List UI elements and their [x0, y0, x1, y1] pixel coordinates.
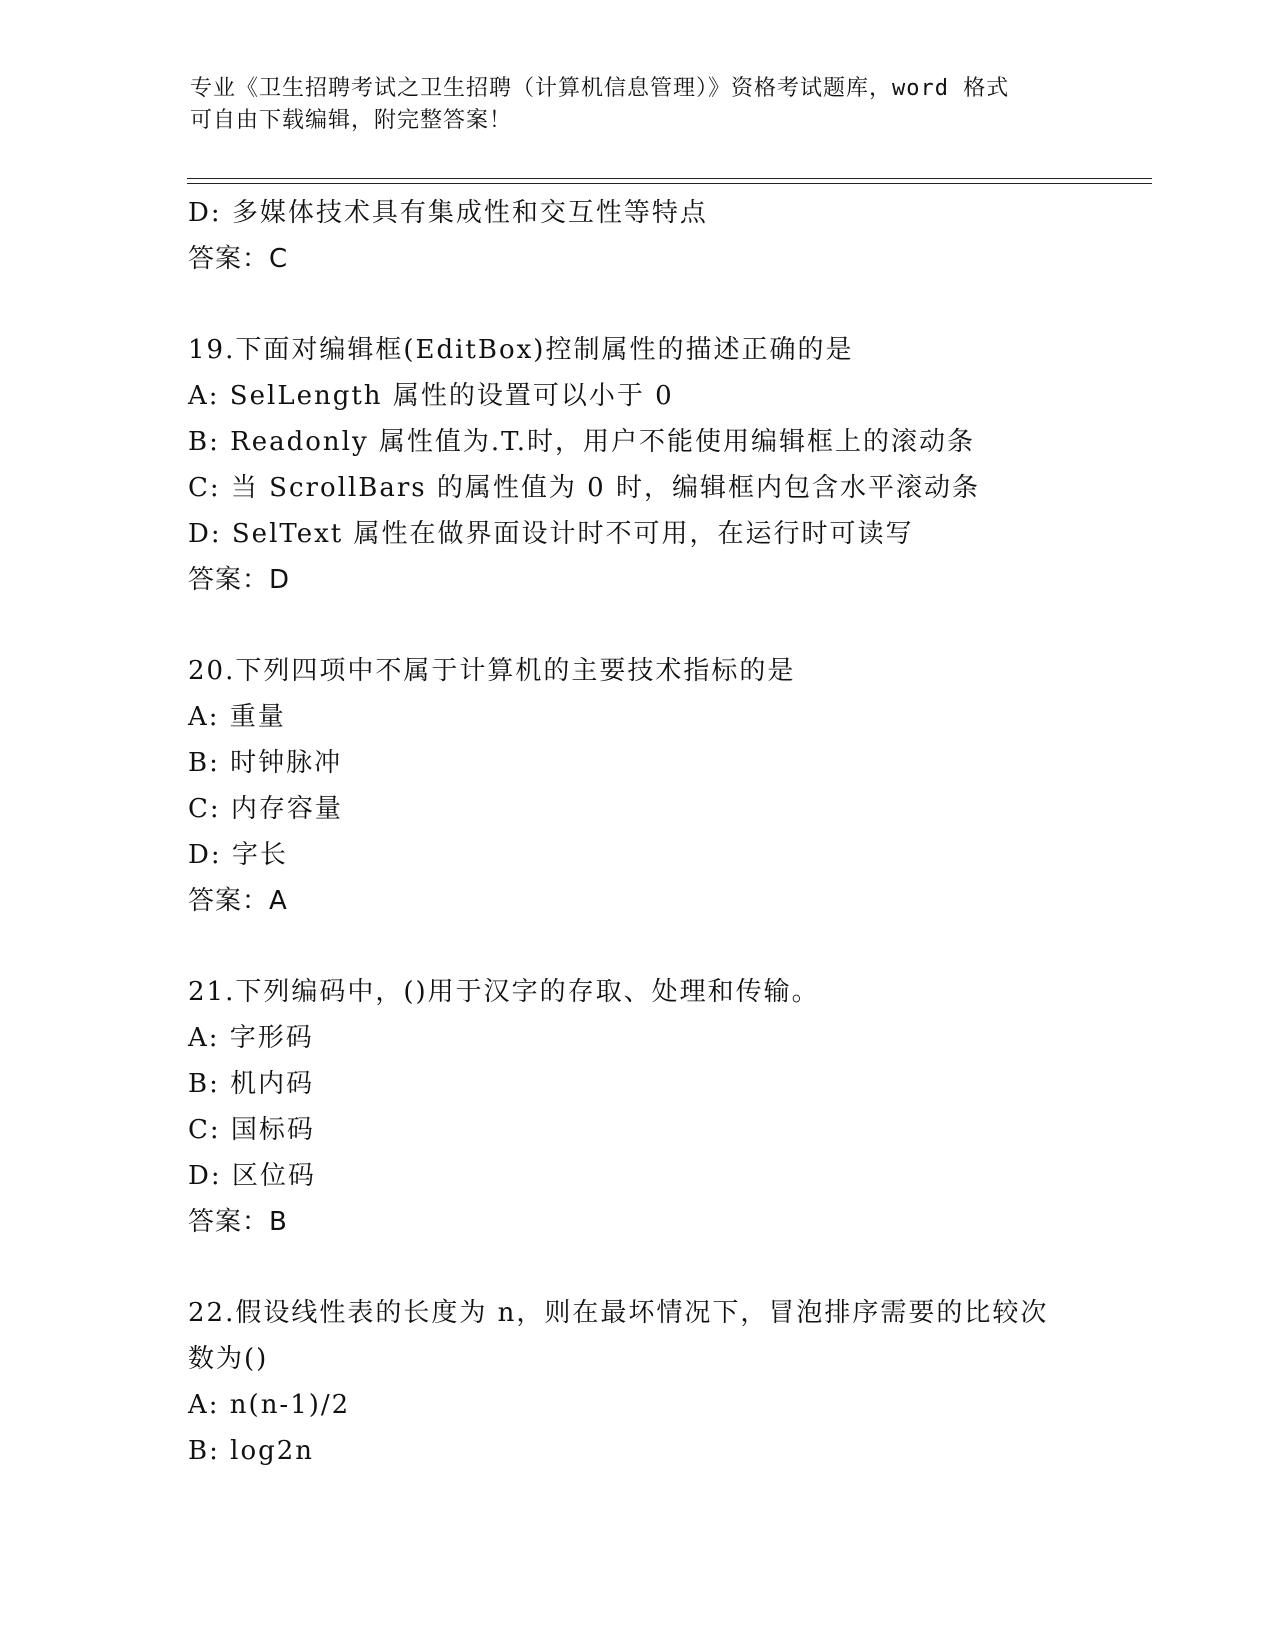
question-text-line-2: 数为(): [188, 1344, 269, 1374]
header-line-2: 可自由下载编辑，附完整答案！: [190, 108, 513, 133]
answer-line: 答案：D: [188, 565, 291, 595]
spacer: [188, 1245, 1088, 1290]
question-block-22: [188, 1290, 1088, 1474]
option-c: C: 内存容量: [188, 794, 343, 824]
question-text: 19.下面对编辑框(EditBox)控制属性的描述正确的是: [188, 335, 854, 365]
option-d: D: SelText 属性在做界面设计时不可用，在运行时可读写: [188, 519, 914, 549]
question-block-21: [188, 969, 1088, 1245]
question-text-line-1: 22.假设线性表的长度为 n，则在最坏情况下，冒泡排序需要的比较次: [188, 1298, 1049, 1328]
option-a: A: n(n-1)/2: [188, 1390, 351, 1420]
question-block-19: [188, 327, 1088, 603]
answer-line: 答案：A: [188, 886, 288, 916]
question-text: 20.下列四项中不属于计算机的主要技术指标的是: [188, 656, 796, 686]
option-d: D: 多媒体技术具有集成性和交互性等特点: [188, 198, 708, 228]
question-block-prev: [188, 190, 1088, 282]
option-d: D: 字长: [188, 840, 288, 870]
option-b: B: log2n: [188, 1436, 315, 1466]
spacer: [188, 282, 1088, 327]
option-b: B: Readonly 属性值为.T.时，用户不能使用编辑框上的滚动条: [188, 427, 975, 457]
header-rule-bottom: [187, 183, 1152, 184]
spacer: [188, 924, 1088, 969]
option-b: B: 机内码: [188, 1069, 315, 1099]
question-block-20: [188, 648, 1088, 924]
option-d: D: 区位码: [188, 1161, 316, 1191]
option-c: C: 国标码: [188, 1115, 315, 1145]
option-a: A: 重量: [188, 702, 286, 732]
option-a: A: 字形码: [188, 1023, 314, 1053]
option-b: B: 时钟脉冲: [188, 748, 343, 778]
answer-line: 答案：C: [188, 244, 289, 274]
option-c: C: 当 ScrollBars 的属性值为 0 时，编辑框内包含水平滚动条: [188, 473, 980, 503]
document-header: [190, 73, 1090, 137]
spacer: [188, 603, 1088, 648]
option-a: A: SelLength 属性的设置可以小于 0: [188, 381, 674, 411]
question-text: 21.下列编码中，()用于汉字的存取、处理和传输。: [188, 977, 820, 1007]
header-rule-top: [187, 178, 1152, 179]
answer-line: 答案：B: [188, 1207, 288, 1237]
header-line-1: 专业《卫生招聘考试之卫生招聘（计算机信息管理）》资格考试题库，word 格式: [190, 76, 1010, 101]
question-content: [188, 190, 1088, 1474]
